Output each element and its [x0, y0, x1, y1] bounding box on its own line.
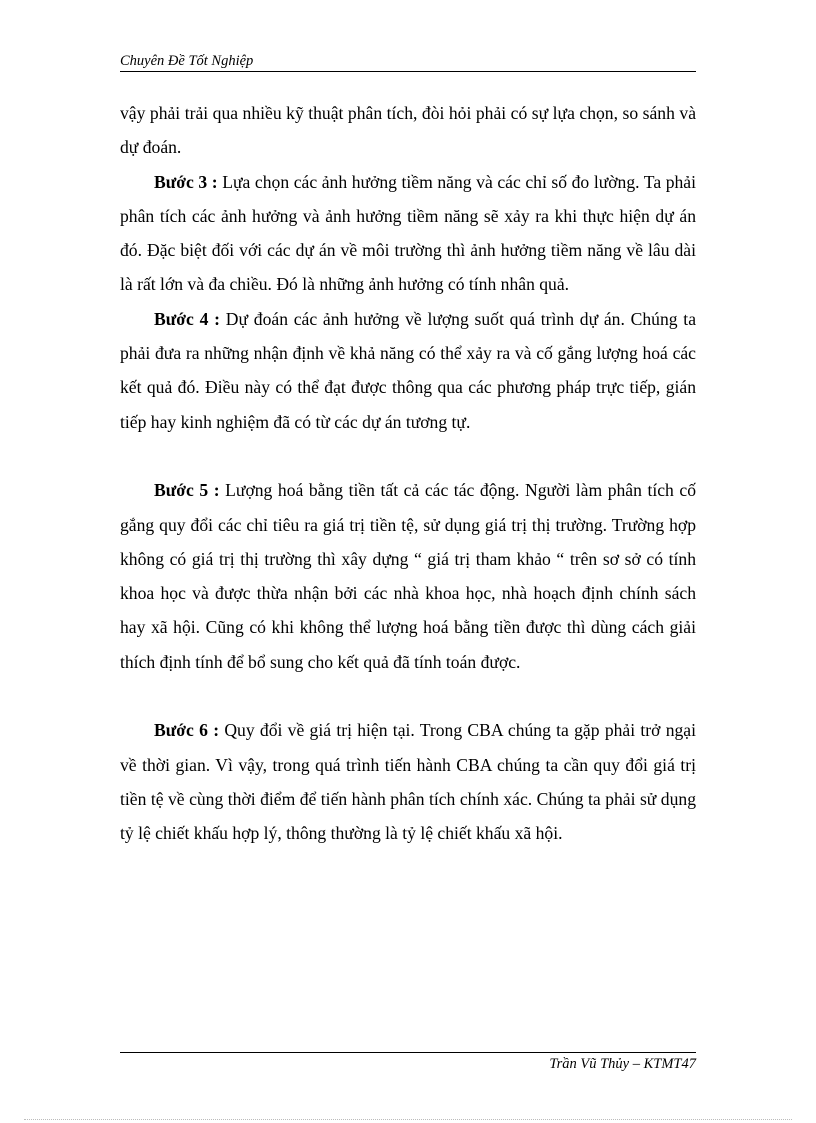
paragraph-intro: vậy phải trải qua nhiều kỹ thuật phân tích, đòi hỏi phải có sự lựa chọn, so sánh và dự đoán.	[120, 103, 696, 158]
page-bottom-edge	[24, 1119, 792, 1120]
paragraph-step-6	[120, 713, 696, 850]
body-text	[120, 96, 696, 851]
step-6-label: Bước 6 :	[154, 720, 220, 741]
paragraph-step-5	[120, 473, 696, 679]
paragraph-step-4	[120, 302, 696, 439]
step-5-label: Bước 5 :	[154, 480, 220, 501]
step-4-label: Bước 4 :	[154, 308, 221, 329]
page-header: Chuyên Đề Tốt Nghiệp	[120, 52, 696, 72]
paragraph-step-3	[120, 165, 696, 302]
step-5-text: Lượng hoá bằng tiền tất cả các tác động. Người làm phân tích cố gắng quy đổi các chỉ tiêu ra giá trị tiền tệ, sử dụng giá trị thị trường. Trường hợp không có giá trị thị trường thì xây dựng “ giá trị tham khảo “ trên sơ sở có tính khoa học và được thừa nhận bởi các nhà khoa học, nhà hoạch định chính sách hay xã hội. Cũng có khi không thể lượng hoá bằng tiền được thì dùng cách giải thích định tính để bổ sung cho kết quả đã tính toán được.	[120, 480, 697, 672]
step-3-text: Lựa chọn các ảnh hưởng tiềm năng và các chỉ số đo lường. Ta phải phân tích các ảnh hưởng và ảnh hưởng tiềm năng sẽ xảy ra khi thực hiện dự án đó. Đặc biệt đối với các dự án về môi trường thì ảnh hưởng tiềm năng về lâu dài là rất lớn và đa chiều. Đó là những ảnh hưởng có tính nhân quả.	[120, 171, 696, 295]
page-footer: Trần Vũ Thủy – KTMT47	[549, 1056, 696, 1072]
step-6-text: Quy đổi về giá trị hiện tại. Trong CBA chúng ta gặp phải trở ngại về thời gian. Vì vậy, trong quá trình tiến hành CBA chúng ta cần quy đổi giá trị tiền tệ về cùng thời điểm để tiến hành phân tích chính xác. Chúng ta phải sử dụng tỷ lệ chiết khấu hợp lý, thông thường là tỷ lệ chiết khấu xã hội.	[120, 720, 697, 844]
footer-divider	[120, 1052, 696, 1053]
step-4-text: Dự đoán các ảnh hưởng về lượng suốt quá trình dự án. Chúng ta phải đưa ra những nhận định về khả năng có thể xảy ra và cố gắng lượng hoá các kết quả đó. Điều này có thể đạt được thông qua các phương pháp trực tiếp, gián tiếp hay kinh nghiệm đã có từ các dự án tương tự.	[120, 308, 696, 432]
step-3-label: Bước 3 :	[154, 171, 218, 192]
